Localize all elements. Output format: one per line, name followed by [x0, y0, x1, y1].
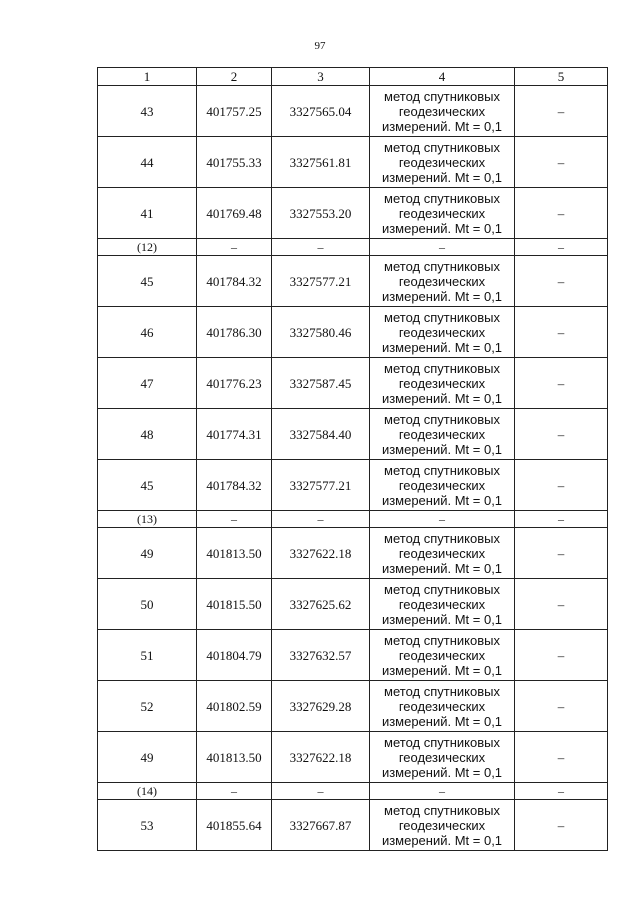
point-number-cell: 50	[98, 579, 197, 630]
table-row	[98, 579, 608, 630]
method-cell	[370, 358, 515, 409]
point-number-cell: 53	[98, 800, 197, 851]
contour-separator-row	[98, 511, 608, 528]
page-number: 97	[314, 40, 326, 52]
method-text-line: измерений. Mt = 0,1	[381, 339, 503, 355]
method-cell	[370, 256, 515, 307]
note-cell: –	[515, 732, 608, 783]
note-cell: –	[515, 358, 608, 409]
coordinates-table	[97, 67, 608, 851]
point-number-cell: (14)	[98, 783, 197, 800]
point-number-cell: 43	[98, 86, 197, 137]
y-coordinate-cell: –	[272, 239, 370, 256]
method-text-line: геодезических	[398, 426, 486, 442]
y-coordinate-cell: 3327580.46	[272, 307, 370, 358]
method-text-line: измерений. Mt = 0,1	[381, 560, 503, 576]
method-text-line: метод спутниковых	[384, 411, 500, 427]
method-cell	[370, 307, 515, 358]
table-row	[98, 732, 608, 783]
method-text-line: метод спутниковых	[384, 632, 500, 648]
column-header-3: 3	[272, 68, 370, 86]
point-number-cell: (13)	[98, 511, 197, 528]
y-coordinate-cell: 3327577.21	[272, 460, 370, 511]
table-row	[98, 358, 608, 409]
note-cell: –	[515, 307, 608, 358]
method-text-line: геодезических	[398, 477, 486, 493]
method-cell	[370, 137, 515, 188]
method-cell: –	[370, 511, 515, 528]
note-cell: –	[515, 630, 608, 681]
note-cell: –	[515, 239, 608, 256]
table-body	[98, 86, 608, 851]
y-coordinate-cell: 3327629.28	[272, 681, 370, 732]
x-coordinate-cell: 401769.48	[197, 188, 272, 239]
note-cell: –	[515, 86, 608, 137]
point-number-cell: 46	[98, 307, 197, 358]
x-coordinate-cell: 401802.59	[197, 681, 272, 732]
contour-separator-row	[98, 239, 608, 256]
table-row	[98, 188, 608, 239]
method-cell	[370, 409, 515, 460]
method-text-line: геодезических	[398, 545, 486, 561]
y-coordinate-cell: 3327622.18	[272, 528, 370, 579]
method-text-line: измерений. Mt = 0,1	[381, 764, 503, 780]
method-text-line: геодезических	[398, 596, 486, 612]
table-row	[98, 528, 608, 579]
method-cell	[370, 188, 515, 239]
method-text-line: геодезических	[398, 154, 486, 170]
note-cell: –	[515, 256, 608, 307]
point-number-cell: 45	[98, 256, 197, 307]
y-coordinate-cell: –	[272, 783, 370, 800]
x-coordinate-cell: 401774.31	[197, 409, 272, 460]
point-number-cell: 49	[98, 528, 197, 579]
method-cell: –	[370, 783, 515, 800]
note-cell: –	[515, 188, 608, 239]
note-cell: –	[515, 800, 608, 851]
column-header-1: 1	[98, 68, 197, 86]
method-cell	[370, 528, 515, 579]
method-text-line: геодезических	[398, 324, 486, 340]
method-text-line: метод спутниковых	[384, 258, 500, 274]
column-header-4: 4	[370, 68, 515, 86]
method-text-line: метод спутниковых	[384, 88, 500, 104]
x-coordinate-cell: 401757.25	[197, 86, 272, 137]
table-row	[98, 409, 608, 460]
method-text-line: метод спутниковых	[384, 683, 500, 699]
note-cell: –	[515, 409, 608, 460]
method-text-line: измерений. Mt = 0,1	[381, 390, 503, 406]
point-number-cell: 45	[98, 460, 197, 511]
point-number-cell: 41	[98, 188, 197, 239]
method-text-line: метод спутниковых	[384, 309, 500, 325]
method-cell	[370, 630, 515, 681]
x-coordinate-cell: 401804.79	[197, 630, 272, 681]
note-cell: –	[515, 681, 608, 732]
method-text-line: геодезических	[398, 698, 486, 714]
method-text-line: метод спутниковых	[384, 360, 500, 376]
x-coordinate-cell: –	[197, 239, 272, 256]
x-coordinate-cell: –	[197, 511, 272, 528]
point-number-cell: 51	[98, 630, 197, 681]
contour-separator-row	[98, 783, 608, 800]
x-coordinate-cell: 401776.23	[197, 358, 272, 409]
y-coordinate-cell: –	[272, 511, 370, 528]
x-coordinate-cell: 401755.33	[197, 137, 272, 188]
point-number-cell: 47	[98, 358, 197, 409]
y-coordinate-cell: 3327584.40	[272, 409, 370, 460]
method-text-line: геодезических	[398, 273, 486, 289]
method-text-line: измерений. Mt = 0,1	[381, 288, 503, 304]
method-text-line: измерений. Mt = 0,1	[381, 169, 503, 185]
method-text-line: метод спутниковых	[384, 802, 500, 818]
y-coordinate-cell: 3327553.20	[272, 188, 370, 239]
y-coordinate-cell: 3327632.57	[272, 630, 370, 681]
method-cell	[370, 681, 515, 732]
y-coordinate-cell: 3327577.21	[272, 256, 370, 307]
x-coordinate-cell: 401784.32	[197, 256, 272, 307]
method-text-line: метод спутниковых	[384, 462, 500, 478]
x-coordinate-cell: 401855.64	[197, 800, 272, 851]
method-text-line: измерений. Mt = 0,1	[381, 662, 503, 678]
table-row	[98, 86, 608, 137]
method-text-line: метод спутниковых	[384, 190, 500, 206]
method-text-line: измерений. Mt = 0,1	[381, 220, 503, 236]
x-coordinate-cell: –	[197, 783, 272, 800]
method-text-line: измерений. Mt = 0,1	[381, 713, 503, 729]
method-text-line: геодезических	[398, 205, 486, 221]
note-cell: –	[515, 579, 608, 630]
method-text-line: геодезических	[398, 375, 486, 391]
point-number-cell: 52	[98, 681, 197, 732]
point-number-cell: 48	[98, 409, 197, 460]
x-coordinate-cell: 401813.50	[197, 732, 272, 783]
note-cell: –	[515, 783, 608, 800]
y-coordinate-cell: 3327587.45	[272, 358, 370, 409]
table-row	[98, 630, 608, 681]
y-coordinate-cell: 3327561.81	[272, 137, 370, 188]
method-cell	[370, 732, 515, 783]
method-cell	[370, 460, 515, 511]
x-coordinate-cell: 401786.30	[197, 307, 272, 358]
method-text-line: метод спутниковых	[384, 530, 500, 546]
table-row	[98, 256, 608, 307]
method-text-line: измерений. Mt = 0,1	[381, 441, 503, 457]
method-text-line: измерений. Mt = 0,1	[381, 492, 503, 508]
method-text-line: геодезических	[398, 749, 486, 765]
y-coordinate-cell: 3327625.62	[272, 579, 370, 630]
point-number-cell: 44	[98, 137, 197, 188]
note-cell: –	[515, 511, 608, 528]
method-cell	[370, 800, 515, 851]
note-cell: –	[515, 137, 608, 188]
x-coordinate-cell: 401815.50	[197, 579, 272, 630]
note-cell: –	[515, 528, 608, 579]
y-coordinate-cell: 3327622.18	[272, 732, 370, 783]
method-text-line: геодезических	[398, 817, 486, 833]
method-text-line: метод спутниковых	[384, 581, 500, 597]
method-text-line: измерений. Mt = 0,1	[381, 611, 503, 627]
column-header-2: 2	[197, 68, 272, 86]
method-text-line: геодезических	[398, 103, 486, 119]
method-cell	[370, 579, 515, 630]
method-text-line: измерений. Mt = 0,1	[381, 118, 503, 134]
method-cell	[370, 86, 515, 137]
point-number-cell: 49	[98, 732, 197, 783]
note-cell: –	[515, 460, 608, 511]
y-coordinate-cell: 3327565.04	[272, 86, 370, 137]
point-number-cell: (12)	[98, 239, 197, 256]
table-row	[98, 800, 608, 851]
method-text-line: метод спутниковых	[384, 734, 500, 750]
table-row	[98, 460, 608, 511]
column-header-5: 5	[515, 68, 608, 86]
method-text-line: геодезических	[398, 647, 486, 663]
method-cell: –	[370, 239, 515, 256]
x-coordinate-cell: 401784.32	[197, 460, 272, 511]
table-row	[98, 307, 608, 358]
method-text-line: метод спутниковых	[384, 139, 500, 155]
x-coordinate-cell: 401813.50	[197, 528, 272, 579]
table-row	[98, 137, 608, 188]
method-text-line: измерений. Mt = 0,1	[381, 832, 503, 848]
y-coordinate-cell: 3327667.87	[272, 800, 370, 851]
table-row	[98, 681, 608, 732]
table-header-row	[98, 68, 608, 86]
